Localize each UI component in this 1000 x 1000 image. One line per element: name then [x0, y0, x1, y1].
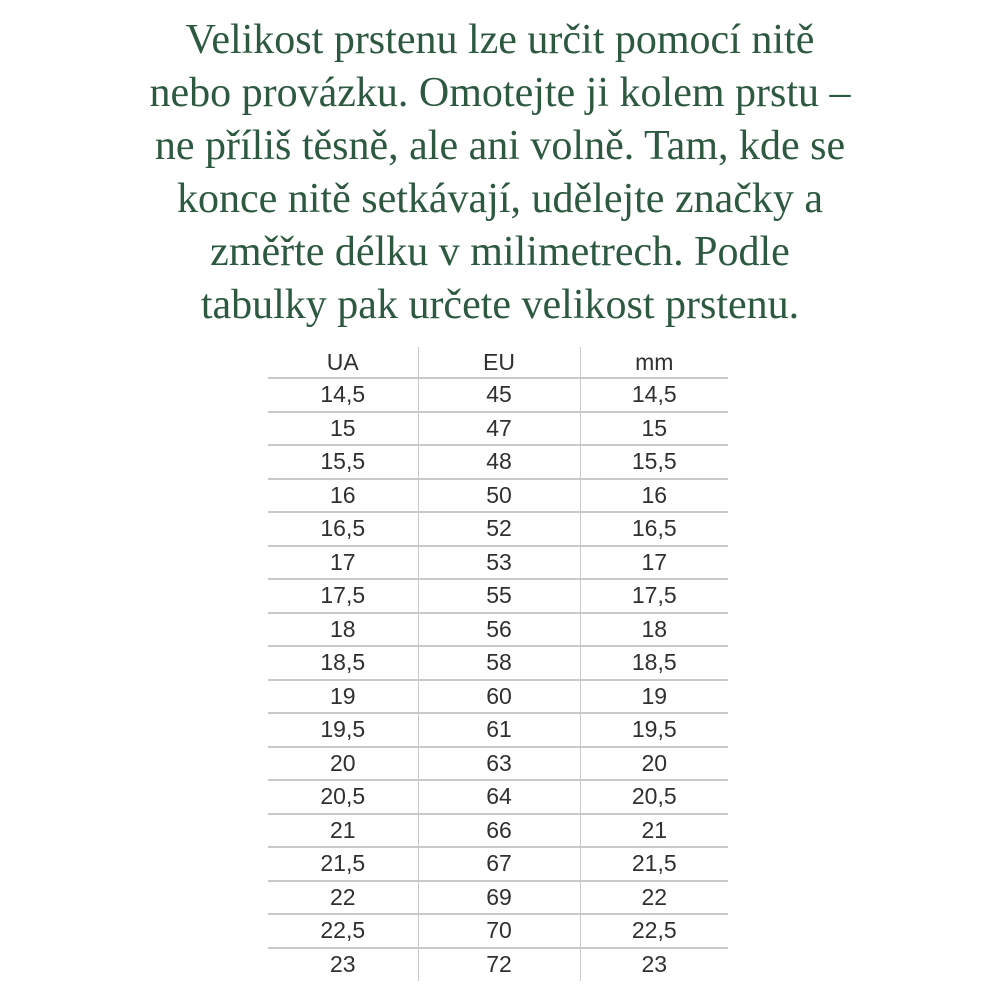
- table-row: [268, 378, 728, 412]
- cell-eu: 70: [418, 914, 580, 948]
- column-header-ua: UA: [268, 347, 418, 378]
- table-row: [268, 881, 728, 915]
- cell-ua: 18: [268, 613, 418, 647]
- column-header-eu: EU: [418, 347, 580, 378]
- table-header-row: [268, 347, 728, 378]
- table-row: [268, 646, 728, 680]
- cell-mm: 22: [641, 883, 668, 910]
- cell-ua: 18,5: [268, 646, 418, 680]
- cell-mm: 17,5: [631, 582, 677, 609]
- cell-ua: 22,5: [268, 914, 418, 948]
- cell-ua: 16: [268, 479, 418, 513]
- cell-mm: 22,5: [631, 917, 677, 944]
- table-row: [268, 479, 728, 513]
- cell-mm: 15,5: [631, 448, 677, 475]
- intro-line-5: změřte délku v milimetrech. Podle: [210, 229, 790, 275]
- cell-eu: 52: [418, 512, 580, 546]
- table-row: [268, 412, 728, 446]
- cell-mm: 15: [641, 414, 668, 441]
- cell-mm: 18: [641, 615, 668, 642]
- cell-eu: 45: [418, 378, 580, 412]
- cell-ua: 16,5: [268, 512, 418, 546]
- table-row: [268, 713, 728, 747]
- cell-ua: 23: [268, 948, 418, 982]
- cell-mm: 20: [641, 749, 668, 776]
- cell-ua: 17: [268, 546, 418, 580]
- cell-eu: 72: [418, 948, 580, 982]
- cell-eu: 60: [418, 680, 580, 714]
- cell-ua: 21: [268, 814, 418, 848]
- table-row: [268, 914, 728, 948]
- cell-eu: 63: [418, 747, 580, 781]
- intro-line-3: ne příliš těsně, ale ani volně. Tam, kde se: [154, 123, 846, 169]
- cell-mm: 21: [641, 816, 668, 843]
- cell-ua: 21,5: [268, 847, 418, 881]
- table-row: [268, 579, 728, 613]
- cell-mm: 20,5: [631, 783, 677, 810]
- table-row: [268, 780, 728, 814]
- cell-ua: 15,5: [268, 445, 418, 479]
- cell-mm: 21,5: [631, 850, 677, 877]
- table-row: [268, 847, 728, 881]
- table-row: [268, 747, 728, 781]
- cell-ua: 20,5: [268, 780, 418, 814]
- ring-size-table: [268, 347, 728, 981]
- cell-mm: 17: [641, 548, 668, 575]
- cell-mm: 19,5: [631, 716, 677, 743]
- cell-ua: 14,5: [268, 378, 418, 412]
- cell-eu: 66: [418, 814, 580, 848]
- cell-mm: 16: [641, 481, 668, 508]
- intro-line-6: tabulky pak určete velikost prstenu.: [200, 282, 800, 328]
- cell-mm: 23: [641, 951, 668, 978]
- table-row: [268, 680, 728, 714]
- cell-mm: 18,5: [631, 649, 677, 676]
- table-row: [268, 613, 728, 647]
- table-row: [268, 948, 728, 982]
- table-row: [268, 445, 728, 479]
- cell-eu: 69: [418, 881, 580, 915]
- cell-eu: 50: [418, 479, 580, 513]
- cell-eu: 67: [418, 847, 580, 881]
- cell-eu: 56: [418, 613, 580, 647]
- intro-line-2: nebo provázku. Omotejte ji kolem prstu –: [149, 70, 851, 116]
- cell-ua: 19,5: [268, 713, 418, 747]
- cell-ua: 17,5: [268, 579, 418, 613]
- intro-line-4: konce nitě setkávají, udělejte značky a: [176, 176, 824, 222]
- cell-eu: 47: [418, 412, 580, 446]
- table-row: [268, 546, 728, 580]
- cell-ua: 15: [268, 412, 418, 446]
- cell-eu: 53: [418, 546, 580, 580]
- cell-eu: 61: [418, 713, 580, 747]
- cell-eu: 58: [418, 646, 580, 680]
- cell-eu: 55: [418, 579, 580, 613]
- cell-eu: 64: [418, 780, 580, 814]
- cell-mm: 19: [641, 682, 668, 709]
- intro-paragraph: [30, 14, 970, 332]
- column-header-mm: mm: [635, 348, 674, 375]
- table-row: [268, 814, 728, 848]
- cell-mm: 14,5: [631, 381, 677, 408]
- cell-ua: 19: [268, 680, 418, 714]
- cell-mm: 16,5: [631, 515, 677, 542]
- intro-line-1: Velikost prstenu lze určit pomocí nitě: [185, 17, 815, 63]
- cell-ua: 20: [268, 747, 418, 781]
- cell-eu: 48: [418, 445, 580, 479]
- cell-ua: 22: [268, 881, 418, 915]
- table-row: [268, 512, 728, 546]
